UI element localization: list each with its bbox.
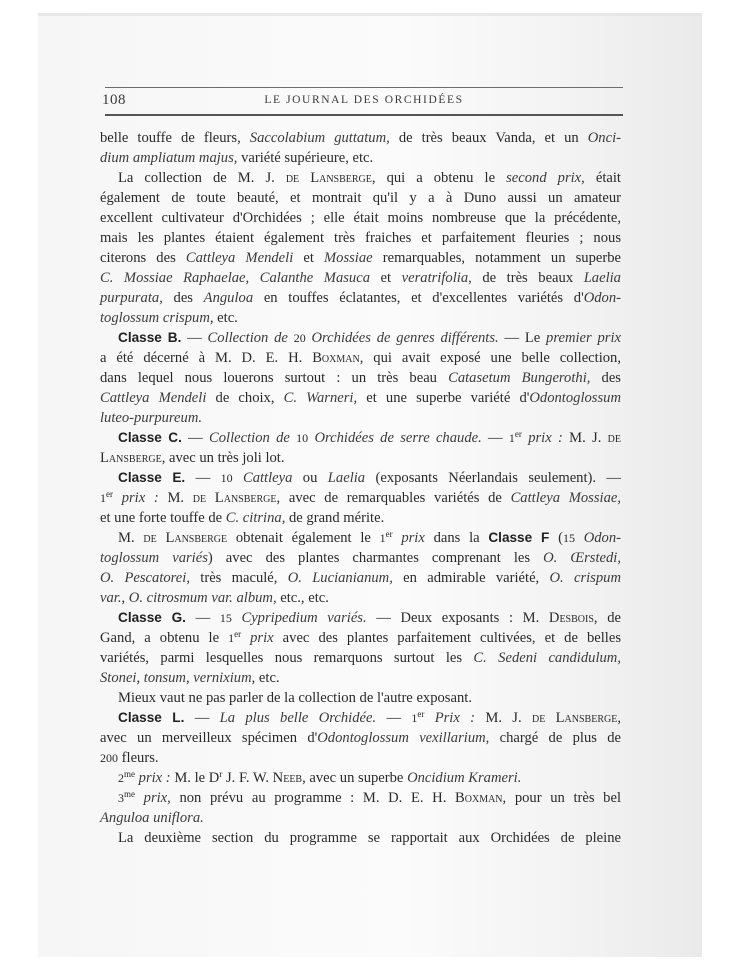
text-run: excellent cultivateur d'Orchidées ; elle était moins nombreuse que la précédente, [100, 210, 621, 226]
superscript: er [417, 709, 425, 719]
italic-run: Catasetum Bungerothi, [448, 370, 591, 386]
text-line [100, 608, 621, 628]
italic-run: Odontoglossum [529, 390, 621, 406]
numeral: 1 [100, 491, 106, 505]
text-line [100, 588, 621, 608]
superscript: me [124, 789, 135, 799]
numeral: 15 [562, 531, 575, 545]
text-run: des [162, 290, 204, 306]
text-run: également de toute beauté, et montrait qu'il y a à Duno aussi un amateur [100, 190, 621, 206]
text-run: Gand, a obtenu le [100, 630, 229, 646]
text-line [100, 508, 621, 528]
italic-run: Cattleya Mendeli [100, 390, 207, 406]
text-run: — [184, 710, 220, 726]
italic-run: Cattleya Mendeli [185, 250, 294, 266]
text-run: M. [158, 490, 193, 506]
text-line [100, 248, 621, 268]
numeral: 1 [411, 711, 418, 725]
text-run: J. F. W. [222, 770, 273, 786]
text-run: de très beaux Vanda, et un [389, 130, 588, 146]
numeral: 200 [100, 751, 118, 765]
text-run: citerons des [100, 250, 186, 266]
text-run: , [121, 590, 129, 606]
text-run: (exposants Néerlandais seulement). — [365, 470, 622, 486]
text-run: avec un merveilleux spécimen d' [100, 730, 318, 746]
numeral: 1 [508, 431, 515, 445]
superscript: er [514, 429, 522, 439]
italic-run: prix [392, 530, 425, 546]
italic-run: Cypripedium variés. [231, 610, 367, 626]
numeral: 10 [296, 431, 309, 445]
numeral: 3 [118, 791, 124, 805]
text-line [100, 528, 621, 548]
italic-run: O. citrosmum var. album, [128, 590, 277, 606]
italic-run: purpurata, [100, 290, 163, 306]
text-run: — [181, 430, 210, 446]
text-run: — [481, 430, 509, 446]
text-run: , qui a obtenu le [371, 170, 507, 186]
text-run: en admirable variété, [392, 570, 550, 586]
text-run: , de [593, 610, 621, 626]
small-caps-name: de Lansberge [531, 710, 618, 726]
superscript: er [234, 629, 242, 639]
italic-run: Odon- [574, 530, 621, 546]
text-line [100, 408, 621, 428]
text-run: , [617, 710, 621, 726]
italic-run: toglossum variés [100, 550, 208, 566]
text-run: des [590, 370, 621, 386]
italic-run: Stonei [100, 670, 137, 686]
italic-run: La plus belle Orchidée. [219, 710, 377, 726]
text-run: — [181, 330, 208, 346]
class-heading: Classe E. [118, 470, 186, 485]
italic-run: Collection de [209, 430, 297, 446]
body-text [100, 128, 621, 848]
text-run: — [185, 610, 220, 626]
italic-run: prix, [135, 790, 171, 806]
italic-run: dium ampliatum majus, [100, 150, 238, 166]
text-run [233, 470, 243, 486]
small-caps-name: Desbois [548, 610, 594, 626]
italic-run: Prix : [424, 710, 476, 726]
numeral: 1 [228, 631, 235, 645]
italic-run: Orchidées de genres différents. [305, 330, 499, 346]
class-heading: Classe C. [118, 430, 182, 445]
header-rule-top [105, 87, 623, 88]
italic-run: Onci- [587, 130, 621, 146]
running-title: LE JOURNAL DES ORCHIDÉES [264, 94, 464, 106]
page-number: 108 [102, 92, 126, 108]
class-heading: Classe L. [118, 710, 185, 725]
text-run: M. le D [170, 770, 220, 786]
text-line [100, 548, 621, 568]
text-run: en touffes éclatantes, et d'excellentes variétés d' [253, 290, 584, 306]
italic-run: Collection de [207, 330, 294, 346]
text-line [100, 228, 621, 248]
text-run: — [185, 470, 221, 486]
text-line [100, 648, 621, 668]
scan-edge [38, 13, 702, 16]
italic-run: Laelia [327, 470, 366, 486]
italic-run: prix [241, 630, 274, 646]
italic-run: C. Sedeni candidulum, [473, 650, 621, 666]
text-run: belle touffe de fleurs, [100, 130, 250, 146]
header-rule-bottom [105, 114, 623, 116]
text-run: a été décerné à M. D. E. H. [100, 350, 313, 366]
text-run: ) avec des plantes charmantes comprenant les [207, 550, 544, 566]
italic-run: toglossum crispum [100, 310, 210, 326]
italic-run: Saccolabium guttatum, [249, 130, 390, 146]
italic-run: Oncidium Krameri. [407, 770, 522, 786]
text-line [100, 148, 621, 168]
text-run: , [185, 670, 194, 686]
text-line [100, 568, 621, 588]
text-line [100, 168, 621, 188]
italic-run: C. citrina, [225, 510, 286, 526]
text-run: variété supérieure, etc. [237, 150, 374, 166]
italic-run: tonsum [143, 670, 186, 686]
text-run: , pour un très bel [502, 790, 621, 806]
italic-run: Mossiae [324, 250, 373, 266]
italic-run: Odontoglossum vexillarium, [317, 730, 490, 746]
text-line [100, 828, 621, 848]
superscript: me [124, 769, 135, 779]
text-line [100, 728, 621, 748]
text-line [100, 488, 621, 508]
text-run: , avec un très joli lot. [161, 450, 285, 466]
numeral: 2 [118, 771, 124, 785]
italic-run: second prix, [506, 170, 585, 186]
italic-run: Odon- [583, 290, 621, 306]
text-line [100, 388, 621, 408]
text-line [100, 208, 621, 228]
italic-run: O. crispum [549, 570, 621, 586]
italic-run: Anguloa uniflora. [100, 810, 204, 826]
text-run: , etc. [209, 310, 238, 326]
italic-run: Laelia [583, 270, 621, 286]
italic-run: C. Warneri, [283, 390, 358, 406]
text-run: obtenait également le [227, 530, 380, 546]
italic-run: O. Lucianianum, [287, 570, 393, 586]
text-line [100, 668, 621, 688]
italic-run: Cattleya [242, 470, 293, 486]
italic-run: vernixium [193, 670, 252, 686]
small-caps-name: de [607, 430, 622, 446]
text-run: et une superbe variété d' [357, 390, 530, 406]
text-run: de grand mérite. [285, 510, 385, 526]
text-run: très maculé, [190, 570, 288, 586]
text-run: — Le [498, 330, 547, 346]
class-heading: Classe F [488, 530, 550, 545]
italic-run: prix : [135, 770, 171, 786]
text-run: non prévu au programme : M. D. E. H. [170, 790, 456, 806]
text-run: , qui avait exposé une belle collection, [359, 350, 622, 366]
text-run: , etc. [251, 670, 280, 686]
superscript: er [106, 489, 113, 499]
text-run: ( [549, 530, 563, 546]
small-caps-name: de Lansberge [192, 490, 277, 506]
text-line [100, 368, 621, 388]
class-heading: Classe G. [118, 610, 186, 625]
italic-run: O. Œrstedi, [543, 550, 621, 566]
text-run: M. J. [475, 710, 532, 726]
text-run: , [136, 670, 144, 686]
text-line [100, 188, 621, 208]
numeral: 15 [219, 611, 232, 625]
small-caps-name: Boxman [312, 350, 360, 366]
text-run: remarquables, notamment un superbe [372, 250, 621, 266]
text-line [100, 428, 621, 448]
italic-run: Anguloa [203, 290, 254, 306]
numeral: 20 [293, 331, 306, 345]
text-run: , avec de remarquables variétés de [276, 490, 511, 506]
small-caps-name: Lansberge [100, 450, 162, 466]
numeral: 1 [379, 531, 386, 545]
text-run: de très beaux [471, 270, 584, 286]
italic-run: luteo-purpureum. [100, 410, 203, 426]
text-line [100, 128, 621, 148]
text-run: La collection de M. J. [118, 170, 286, 186]
text-run: et [293, 250, 324, 266]
text-line [100, 468, 621, 488]
text-line [100, 788, 621, 808]
text-run: — Deux exposants : M. [366, 610, 549, 626]
text-run: etc., etc. [276, 590, 329, 606]
text-line [100, 708, 621, 728]
class-heading: Classe B. [118, 330, 182, 345]
text-run: M. [118, 530, 144, 546]
small-caps-name: Boxman [455, 790, 503, 806]
text-line [100, 768, 621, 788]
text-line [100, 748, 621, 768]
text-run: variétés, parmi lesquelles nous remarquons surtout les [100, 650, 474, 666]
text-line [100, 308, 621, 328]
text-line [100, 808, 621, 828]
text-run: dans la [424, 530, 489, 546]
text-run: de choix, [206, 390, 284, 406]
italic-run: veratrifolia, [401, 270, 472, 286]
text-run: chargé de plus de [489, 730, 622, 746]
text-run: était [584, 170, 621, 186]
text-run: et [370, 270, 402, 286]
text-line [100, 288, 621, 308]
text-run: avec des plantes parfaitement cultivées, et de belles [273, 630, 621, 646]
italic-run: premier prix [546, 330, 622, 346]
italic-run: Orchidées de serre chaude. [308, 430, 482, 446]
text-run: M. J. [562, 430, 608, 446]
italic-run: prix : [521, 430, 563, 446]
text-run: — [376, 710, 412, 726]
small-caps-name: de Lansberge [285, 170, 372, 186]
text-run: fleurs. [118, 750, 159, 766]
text-run: , avec un superbe [302, 770, 408, 786]
superscript: er [385, 529, 393, 539]
text-line [100, 348, 621, 368]
text-line [100, 628, 621, 648]
italic-run: C. Mossiae Raphaelae, Calanthe Masuca [100, 270, 370, 286]
small-caps-name: de Lansberge [143, 530, 228, 546]
italic-run: Cattleya Mossiae, [510, 490, 622, 506]
numeral: 10 [220, 471, 233, 485]
text-line [100, 268, 621, 288]
text-run: La deuxième section du programme se rapportait aux Orchidées de pleine [118, 830, 621, 846]
text-run: et une forte touffe de [100, 510, 226, 526]
superscript: r [219, 769, 223, 779]
text-run: mais les plantes étaient également très fraiches et parfaitement fleuries ; nous [100, 230, 621, 246]
italic-run: O. Pescatorei, [100, 570, 190, 586]
text-run: Mieux vaut ne pas parler de la collection de l'autre exposant. [118, 690, 472, 706]
text-run: ou [292, 470, 328, 486]
italic-run: var. [100, 590, 122, 606]
small-caps-name: Neeb [272, 770, 303, 786]
text-line [100, 688, 621, 708]
text-line [100, 328, 621, 348]
text-run: dans lequel nous louerons surtout : un très beau [100, 370, 449, 386]
italic-run: prix : [113, 490, 159, 506]
text-line [100, 448, 621, 468]
